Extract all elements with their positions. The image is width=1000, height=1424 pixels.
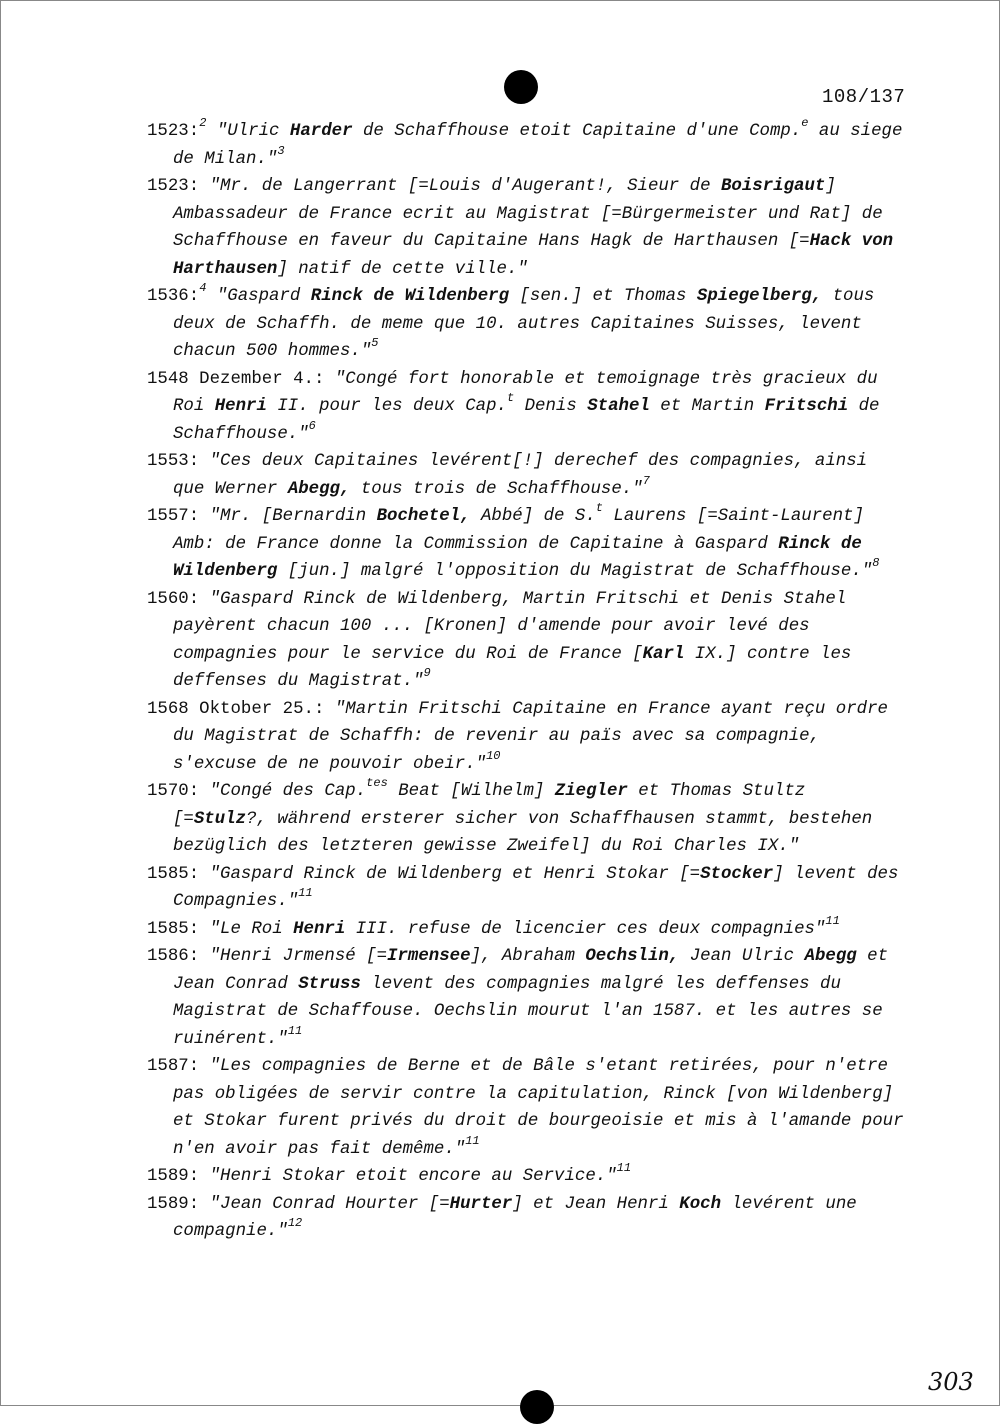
entry-text: ] levent des Compagnies." xyxy=(173,864,899,911)
bold-name: Koch xyxy=(679,1194,722,1214)
footnote-mark: t xyxy=(595,501,603,515)
entry-text: ] natif de cette ville." xyxy=(277,259,528,279)
footnote-mark: 11 xyxy=(616,1161,632,1175)
chronicle-entry xyxy=(147,503,907,586)
footnote-mark: 7 xyxy=(642,473,650,488)
bold-name: Rinck de Wildenberg xyxy=(310,287,510,306)
bold-name: Spiegelberg, xyxy=(696,287,823,306)
entry-text: Laurens [=Saint-Laurent] Amb: de France donne la Commission de Capitaine à Gaspard xyxy=(173,507,864,554)
entry-text: [sen.] et Thomas xyxy=(509,287,697,306)
handwritten-page-number: 303 xyxy=(928,1368,974,1396)
chronicle-entries xyxy=(147,118,907,1246)
footnote-mark: e xyxy=(801,116,809,130)
entry-text: au siege de Milan." xyxy=(173,122,903,169)
chronicle-entry xyxy=(147,1053,907,1163)
entry-date: 1589: xyxy=(147,1194,200,1214)
chronicle-entry xyxy=(147,778,907,861)
entry-text: de Schaffhouse." xyxy=(173,397,880,444)
entry-text: et Thomas Stultz [= xyxy=(173,782,806,829)
entry-text: "Martin Fritschi Capitaine en France ayant reçu ordre du Magistrat de Schaffh: de revenir au païs avec sa compagnie, s'excuse de ne pouvoir obeir." xyxy=(173,699,888,774)
entry-text: tous trois de Schaffhouse." xyxy=(350,479,643,499)
bold-name: Ziegler xyxy=(554,782,628,801)
chronicle-entry xyxy=(147,586,907,696)
punch-hole-bottom xyxy=(520,1390,554,1424)
entry-text: "Congé fort honorable et temoignage très gracieux du Roi xyxy=(173,369,878,416)
footnote-mark: t xyxy=(506,391,515,405)
bold-name: Hurter xyxy=(449,1194,513,1214)
entry-text: Beat [Wilhelm] xyxy=(387,782,555,801)
entry-text: "Henri Jrmensé [= xyxy=(199,947,388,966)
entry-text: "Gaspard xyxy=(206,287,311,306)
footnote-mark: 5 xyxy=(371,336,379,350)
entry-text: "Mr. [Bernardin xyxy=(199,507,377,526)
bold-name: Hack von Harthausen xyxy=(173,232,894,279)
bold-name: Stulz xyxy=(193,809,247,829)
bold-name: Irmensee xyxy=(387,947,471,966)
footnote-mark: 3 xyxy=(277,143,285,158)
footnote-mark: 8 xyxy=(872,556,880,570)
entry-text: II. pour les deux Cap. xyxy=(266,397,507,416)
entry-date: 1585: xyxy=(147,864,200,884)
entry-text: ?, während ersterer sicher von Schaffhausen stammt, bestehen bezüglich des letzteren gewisse Zweifel] du Roi Charles IX." xyxy=(173,809,873,856)
bold-name: Struss xyxy=(298,974,361,994)
entry-date: 1523: xyxy=(147,177,200,196)
bold-name: Boisrigaut xyxy=(721,177,826,196)
entry-text: "Mr. de Langerrant [=Louis d'Augerant!, Sieur de xyxy=(199,177,721,196)
entry-date: 1585: xyxy=(147,919,200,939)
bold-name: Henri xyxy=(293,919,346,939)
entry-date: 1553: xyxy=(147,452,200,471)
bold-name: Bochetel, xyxy=(376,507,471,526)
bold-name: Abegg xyxy=(804,947,857,966)
footnote-mark: 11 xyxy=(298,886,313,900)
bold-name: Karl xyxy=(642,644,685,664)
chronicle-entry xyxy=(147,118,907,173)
chronicle-entry xyxy=(147,861,907,916)
entry-text: "Ces deux Capitaines levérent[!] derechef des compagnies, ainsi que Werner xyxy=(173,452,868,499)
entry-date: 1523: xyxy=(147,122,200,141)
chronicle-entry xyxy=(147,696,907,779)
entry-text: tous deux de Schaffh. de meme que 10. autres Capitaines Suisses, levent chacun 500 hommes." xyxy=(173,287,875,361)
entry-text: et Jean Conrad xyxy=(173,947,889,994)
entry-text: "Gaspard Rinck de Wildenberg, Martin Fritschi et Denis Stahel payèrent chacun 100 ... [Kronen] d'amende pour avoir levé des compagnies pour le service du Roi de France [ xyxy=(173,589,847,664)
bold-name: Abegg, xyxy=(287,479,351,499)
chronicle-entry xyxy=(147,366,907,449)
footnote-mark: 2 xyxy=(199,116,207,130)
entry-text: "Jean Conrad Hourter [= xyxy=(199,1194,450,1214)
bold-name: Oechslin, xyxy=(585,947,680,966)
entry-date: 1589: xyxy=(147,1167,200,1186)
entry-date: 1536: xyxy=(147,287,200,306)
entry-date: 1560: xyxy=(147,589,200,609)
chronicle-entry xyxy=(147,1163,907,1191)
footnote-mark: tes xyxy=(366,776,388,790)
bold-name: Harder xyxy=(289,122,353,141)
bold-name: Stahel xyxy=(587,397,650,416)
entry-text: levent des compagnies malgré les deffenses du Magistrat de Schaffouse. Oechslin mourut l'an 1587. et les autres se ruinérent." xyxy=(173,974,883,1049)
entry-text: [jun.] malgré l'opposition du Magistrat de Schaffhouse." xyxy=(277,562,873,581)
entry-date: 1557: xyxy=(147,507,200,526)
entry-text: "Henri Stokar etoit encore au Service." xyxy=(199,1167,617,1186)
entry-date: 1586: xyxy=(147,947,200,966)
chronicle-entry xyxy=(147,448,907,503)
footnote-mark: 11 xyxy=(825,913,840,928)
entry-text: IX.] contre les deffenses du Magistrat." xyxy=(173,644,852,691)
entry-date: 1587: xyxy=(147,1057,200,1076)
entry-text: "Gaspard Rinck de Wildenberg et Henri Stokar [= xyxy=(199,864,701,884)
entry-text: "Les compagnies de Berne et de Bâle s'etant retirées, pour n'etre pas obligées de servir contre la capitulation, Rinck [von Wildenberg] et Stokar furent privés du droit de bourgeoisie et mis à l'amande pour n'en avoir pas fait demême." xyxy=(173,1057,904,1159)
entry-text: ] Ambassadeur de France ecrit au Magistrat [=Bürgermeister und Rat] de Schaffhouse en faveur du Capitaine Hans Hagk de Harthausen [= xyxy=(173,177,883,251)
bold-name: Henri xyxy=(214,397,267,416)
chronicle-entry xyxy=(147,283,907,366)
entry-date: 1570: xyxy=(147,782,200,801)
entry-text: ], Abraham xyxy=(470,947,586,966)
chronicle-entry xyxy=(147,913,907,944)
entry-date: 1548 Dezember 4.: xyxy=(147,369,325,389)
bold-name: Fritschi xyxy=(764,397,849,416)
entry-text: Abbé] de S. xyxy=(470,507,596,526)
entry-text: de Schaffhouse etoit Capitaine d'une Comp. xyxy=(352,122,802,141)
entry-text: "Le Roi xyxy=(199,919,294,939)
entry-text: III. refuse de licencier ces deux compagnies" xyxy=(345,919,826,939)
chronicle-entry xyxy=(147,173,907,283)
footnote-mark: 10 xyxy=(486,748,501,763)
entry-text: Denis xyxy=(514,397,588,416)
entry-text: Jean Ulric xyxy=(679,947,805,966)
footnote-mark: 11 xyxy=(465,1133,480,1148)
footnote-mark: 9 xyxy=(423,666,431,680)
entry-text: levérent une compagnie." xyxy=(173,1194,857,1241)
punch-hole-top xyxy=(504,70,538,104)
bold-name: Stocker xyxy=(700,864,774,884)
footnote-mark: 11 xyxy=(287,1023,303,1038)
entry-date: 1568 Oktober 25.: xyxy=(147,699,325,719)
chronicle-entry xyxy=(147,1191,907,1246)
entry-text: ] et Jean Henri xyxy=(512,1194,680,1214)
page-number: 108/137 xyxy=(822,86,906,108)
footnote-mark: 6 xyxy=(308,418,316,433)
footnote-mark: 12 xyxy=(287,1216,303,1230)
entry-text: "Congé des Cap. xyxy=(199,782,367,801)
entry-text: et Martin xyxy=(649,397,765,416)
footnote-mark: 4 xyxy=(199,281,207,295)
entry-text: "Ulric xyxy=(206,122,290,141)
bold-name: Rinck de Wildenberg xyxy=(173,534,862,581)
chronicle-entry xyxy=(147,943,907,1053)
